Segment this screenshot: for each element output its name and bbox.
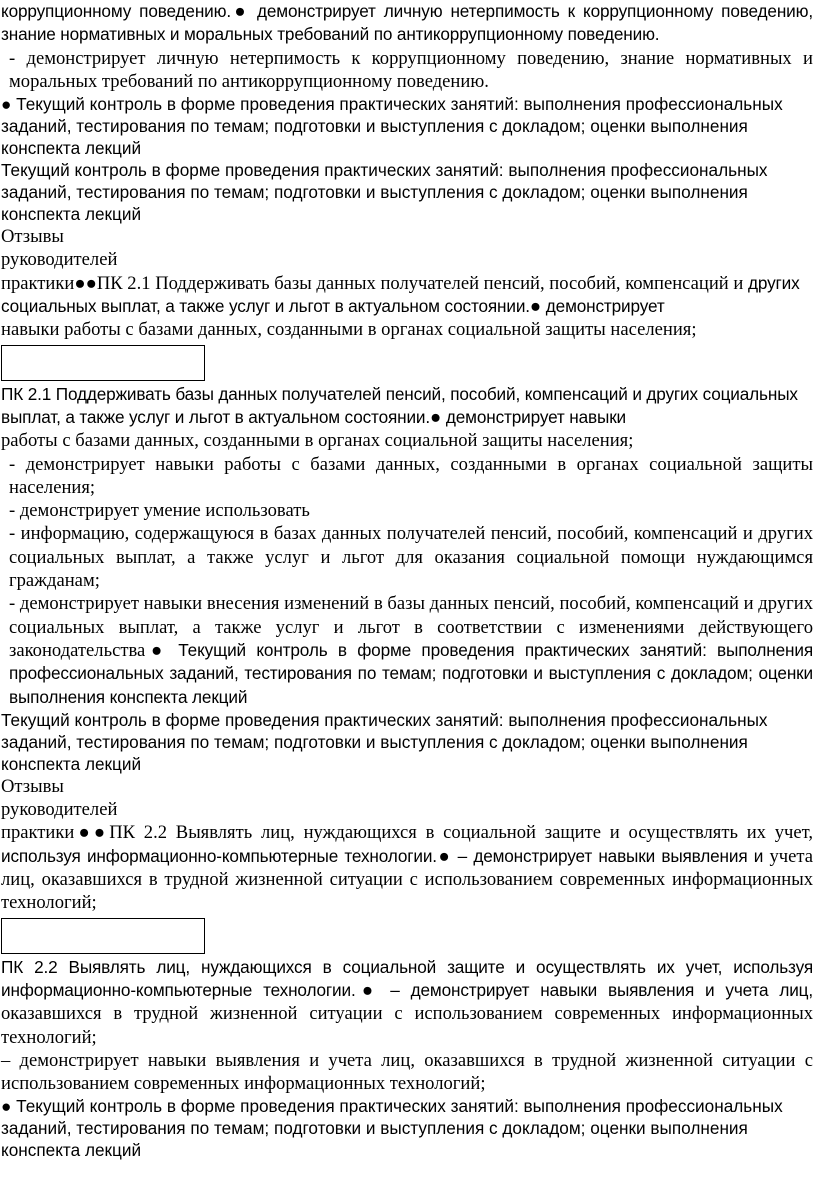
bullet: ● (231, 1, 249, 22)
paragraph-anticorruption: коррупционному поведению.● демонстрирует личную нетерпимость к коррупционному поведению, знание нормативных и моральных требований по антикоррупционному поведению. (1, 1, 813, 45)
list-item: – демонстрирует навыки выявления и учета лиц, оказавшихся в трудной жизненной ситуации с использованием современных информационных технологий; (1, 1049, 813, 1095)
bullet: ● (355, 979, 380, 1001)
paragraph-current-control: Текущий контроль в форме проведения практических занятий: выполнения профессиональных заданий, тестирования по темам; подготовки и выступления с докладом; оценки выполнения конспекта лекций (1, 160, 768, 225)
label-reviews: Отзывы (1, 226, 64, 248)
bullet: ● (430, 406, 442, 428)
paragraph-pk-2-1: практики●●ПК 2.1 Поддерживать базы данных получателей пенсий, пособий, компенсаций и других социальных выплат, а также услуг и льгот в актуальном состоянии.● демонстрирует навыки работы с базами данных, созданными в органах социальной защиты населения; (1, 272, 800, 341)
bullet: ● (1, 94, 12, 115)
bullet: ● (436, 845, 452, 867)
list-item: - демонстрирует умение использовать (9, 500, 310, 522)
list-item: - демонстрирует навыки работы с базами данных, созданными в органах социальной защиты населения; (9, 453, 813, 498)
bullet: ● (145, 639, 168, 661)
bullet: ● (529, 296, 542, 318)
bullet: ● (1, 1096, 12, 1117)
paragraph-current-control: ● Текущий контроль в форме проведения практических занятий: выполнения профессиональных заданий, тестирования по темам; подготовки и выступления с докладом; оценки выполнения конспекта лекций (1, 94, 783, 159)
double-bullet: ●● (74, 272, 97, 294)
paragraph-current-control: ● Текущий контроль в форме проведения практических занятий: выполнения профессиональных заданий, тестирования по темам; подготовки и выступления с докладом; оценки выполнения конспекта лекций (1, 1096, 783, 1161)
label-reviews: Отзывы (1, 775, 64, 797)
empty-cell-box (1, 918, 205, 954)
label-supervisors: руководителей (1, 799, 118, 821)
list-item: - демонстрирует личную нетерпимость к коррупционному поведению, знание нормативных и моральных требований по антикоррупционному поведению. (9, 47, 813, 92)
document-page (1, 0, 813, 1161)
paragraph-current-control: Текущий контроль в форме проведения практических занятий: выполнения профессиональных заданий, тестирования по темам; подготовки и выступления с докладом; оценки выполнения конспекта лекций (1, 709, 768, 774)
paragraph-pk-2-2-detail: ПК 2.2 Выявлять лиц, нуждающихся в социальной защите и осуществлять их учет, используя информационно-компьютерные технологии.● – демонстрирует навыки выявления и учета лиц, оказавшихся в трудной жизненной ситуации с использованием современных информационных технологий; (1, 956, 813, 1048)
double-bullet: ●● (74, 822, 110, 844)
label-supervisors: руководителей (1, 249, 118, 271)
list-item: - демонстрирует навыки внесения изменений в базы данных пенсий, пособий, компенсаций и других социальных выплат, а также услуг и льгот в соответствии с изменениями действующего законодательства● Текущий контроль в форме проведения практических занятий: выполнения профессиональных заданий, тестирования по темам; подготовки и выступления с докладом; оценки выполнения конспекта лекций (9, 593, 814, 707)
list-item: - информацию, содержащуюся в базах данных получателей пенсий, пособий, компенсаций и других социальных выплат, а также услуг и льгот для оказания социальной помощи нуждающимся гражданам; (9, 523, 813, 592)
paragraph-pk-2-1-detail: ПК 2.1 Поддерживать базы данных получателей пенсий, пособий, компенсаций и других социальных выплат, а также услуг и льгот в актуальном состоянии.● демонстрирует навыки работы с базами данных, созданными в органах социальной защиты населения; (1, 383, 798, 452)
paragraph-pk-2-2: практики●●ПК 2.2 Выявлять лиц, нуждающихся в социальной защите и осуществлять их учет, используя информационно-компьютерные технологии.● – демонстрирует навыки выявления и учета лиц, оказавшихся в трудной жизненной ситуации с использованием современных информационных технологий; (1, 822, 813, 914)
empty-cell-box (1, 345, 205, 381)
